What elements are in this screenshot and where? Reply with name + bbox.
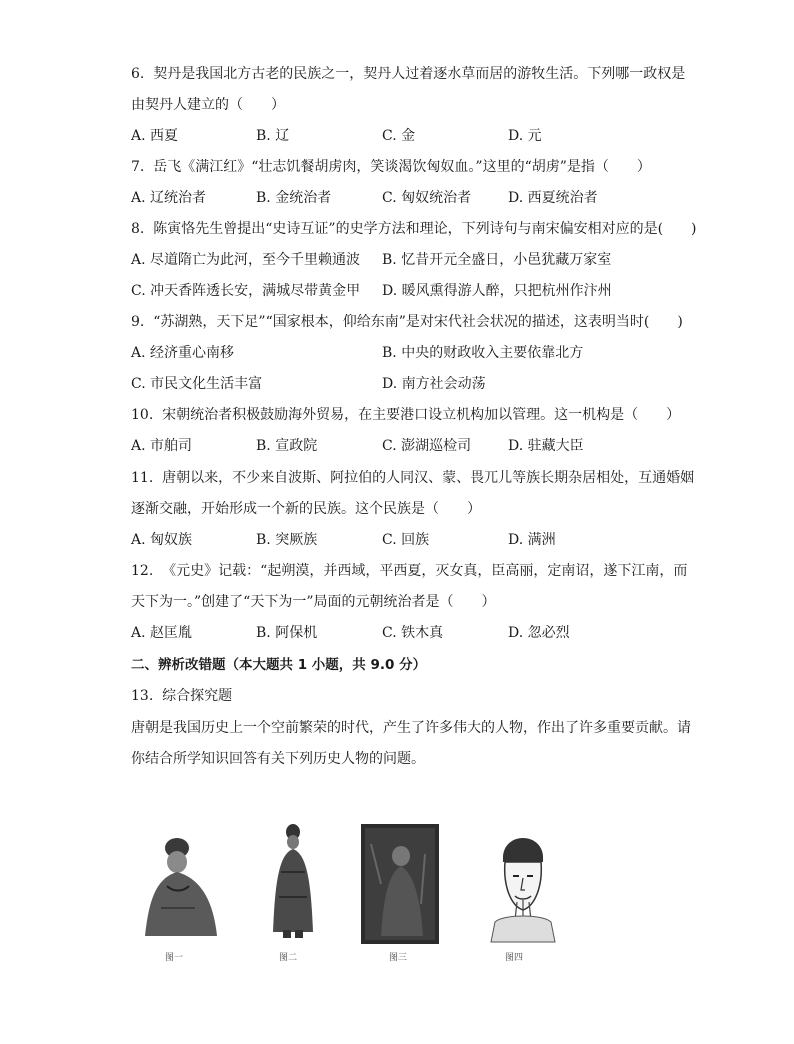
question-12: 12. 《元史》记载：“起朔漠，并西域，平西夏，灭女真，臣高丽，定南诏，遂下江南，而 [131,563,688,579]
question-11-cont: 逐渐交融，开始形成一个新的民族。这个民族是（ ） [131,501,481,517]
question-13-intro: 唐朝是我国历史上一个空前繁荣的时代，产生了许多伟大的人物，作出了许多重要贡献。请 [131,720,691,736]
q10-option-b[interactable]: B. 宣政院 [256,438,318,454]
figure-4-caption: 图四 [505,953,524,963]
question-6: 6. 契丹是我国北方古老的民族之一，契丹人过着逐水草而居的游牧生活。下列哪一政权是 [131,66,686,82]
figure-2-image [263,822,323,946]
q9-option-b[interactable]: B. 中央的财政收入主要依靠北方 [382,345,584,361]
q6-option-c[interactable]: C. 金 [382,128,416,144]
q10-option-c[interactable]: C. 澎湖巡检司 [382,438,472,454]
q12-option-c[interactable]: C. 铁木真 [382,625,444,641]
figure-3-image [361,824,439,944]
question-12-cont: 天下为一。”创建了“天下为一”局面的元朝统治者是（ ） [131,594,496,610]
q12-option-a[interactable]: A. 赵匡胤 [131,625,193,641]
q6-option-b[interactable]: B. 辽 [256,128,290,144]
figure-3-caption: 图三 [389,953,408,963]
figure-1-image [137,828,223,944]
q8-option-c[interactable]: C. 冲天香阵透长安，满城尽带黄金甲 [131,283,361,299]
q11-option-d[interactable]: D. 满洲 [508,532,556,548]
q7-option-b[interactable]: B. 金统治者 [256,190,332,206]
question-11: 11. 唐朝以来，不少来自波斯、阿拉伯的人同汉、蒙、畏兀儿等族长期杂居相处，互通婚姻 [131,470,695,486]
figure-4-image [483,826,563,944]
q7-option-a[interactable]: A. 辽统治者 [131,190,207,206]
q12-option-d[interactable]: D. 忽必烈 [508,625,570,641]
q10-option-a[interactable]: A. 市舶司 [131,438,193,454]
question-6-cont: 由契丹人建立的（ ） [131,97,285,113]
question-8: 8. 陈寅恪先生曾提出“史诗互证”的史学方法和理论，下列诗句与南宋偏安相对应的是( ) [131,221,697,237]
figure-1-caption: 图一 [165,953,184,963]
question-7: 7. 岳飞《满江红》“壮志饥餐胡虏肉，笑谈渴饮匈奴血。”这里的“胡虏”是指（ ） [131,159,651,175]
q11-option-c[interactable]: C. 回族 [382,532,430,548]
q8-option-b[interactable]: B. 忆昔开元全盛日，小邑犹藏万家室 [382,252,612,268]
q12-option-b[interactable]: B. 阿保机 [256,625,318,641]
question-10: 10. 宋朝统治者积极鼓励海外贸易，在主要港口设立机构加以管理。这一机构是（ ） [131,407,681,423]
q9-option-d[interactable]: D. 南方社会动荡 [382,376,486,392]
q10-option-d[interactable]: D. 驻藏大臣 [508,438,584,454]
q6-option-a[interactable]: A. 西夏 [131,128,179,144]
q8-option-a[interactable]: A. 尽道隋亡为此河，至今千里赖通波 [131,252,361,268]
q8-option-d[interactable]: D. 暖风熏得游人醉，只把杭州作汴州 [382,283,612,299]
question-13-intro-cont: 你结合所学知识回答有关下列历史人物的问题。 [131,751,425,767]
q9-option-c[interactable]: C. 市民文化生活丰富 [131,376,263,392]
question-9: 9. “苏湖熟，天下足”“国家根本，仰给东南”是对宋代社会状况的描述，这表明当时( ) [131,314,683,330]
historical-figures [135,822,565,972]
question-13-title: 13. 综合探究题 [131,688,233,704]
figure-2-caption: 图二 [279,953,298,963]
q9-option-a[interactable]: A. 经济重心南移 [131,345,235,361]
q7-option-d[interactable]: D. 西夏统治者 [508,190,598,206]
q11-option-a[interactable]: A. 匈奴族 [131,532,193,548]
q11-option-b[interactable]: B. 突厥族 [256,532,318,548]
section-heading: 二、辨析改错题（本大题共 1 小题，共 9.0 分） [131,657,427,673]
q6-option-d[interactable]: D. 元 [508,128,542,144]
q7-option-c[interactable]: C. 匈奴统治者 [382,190,472,206]
